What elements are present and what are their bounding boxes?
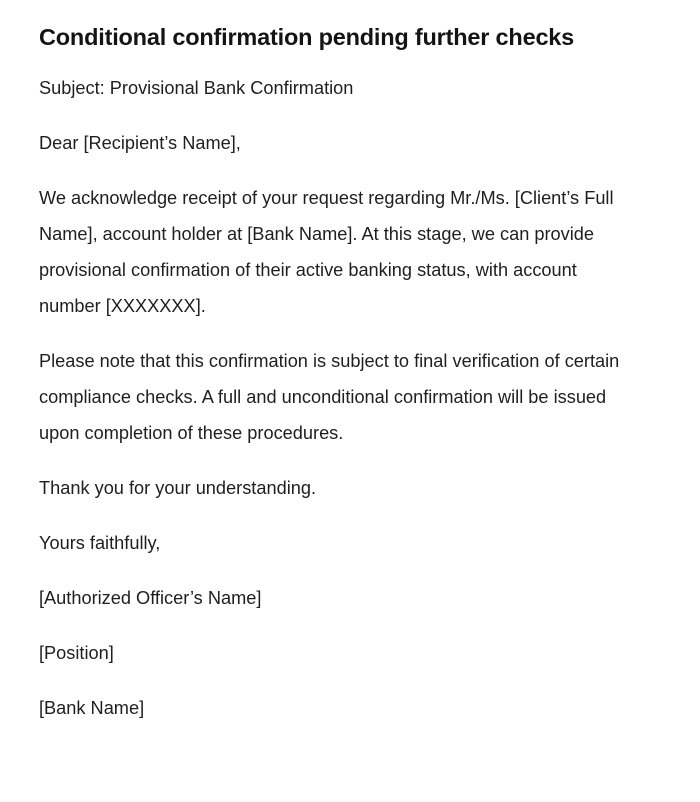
signature-officer-name: [Authorized Officer’s Name]: [39, 588, 262, 608]
signature-bank-name: [Bank Name]: [39, 698, 145, 718]
body-paragraph-thanks: Thank you for your understanding.: [39, 478, 317, 498]
subject-line: Subject: Provisional Bank Confirmation: [39, 78, 354, 98]
body-paragraph-acknowledgement: We acknowledge receipt of your request regarding Mr./Ms. [Client’s Full Name], account holder at [Bank Name]. At this stage, we can provide provisional confirmation of their active banking status, with account number [XXXXXXX].: [39, 188, 614, 316]
closing-line: Yours faithfully,: [39, 533, 161, 553]
signature-position: [Position]: [39, 643, 114, 663]
body-paragraph-conditions: Please note that this confirmation is subject to final verification of certain compliance checks. A full and unconditional confirmation will be issued upon completion of these procedures.: [39, 351, 620, 443]
salutation: Dear [Recipient’s Name],: [39, 133, 241, 153]
page-title: Conditional confirmation pending further checks: [39, 24, 575, 50]
